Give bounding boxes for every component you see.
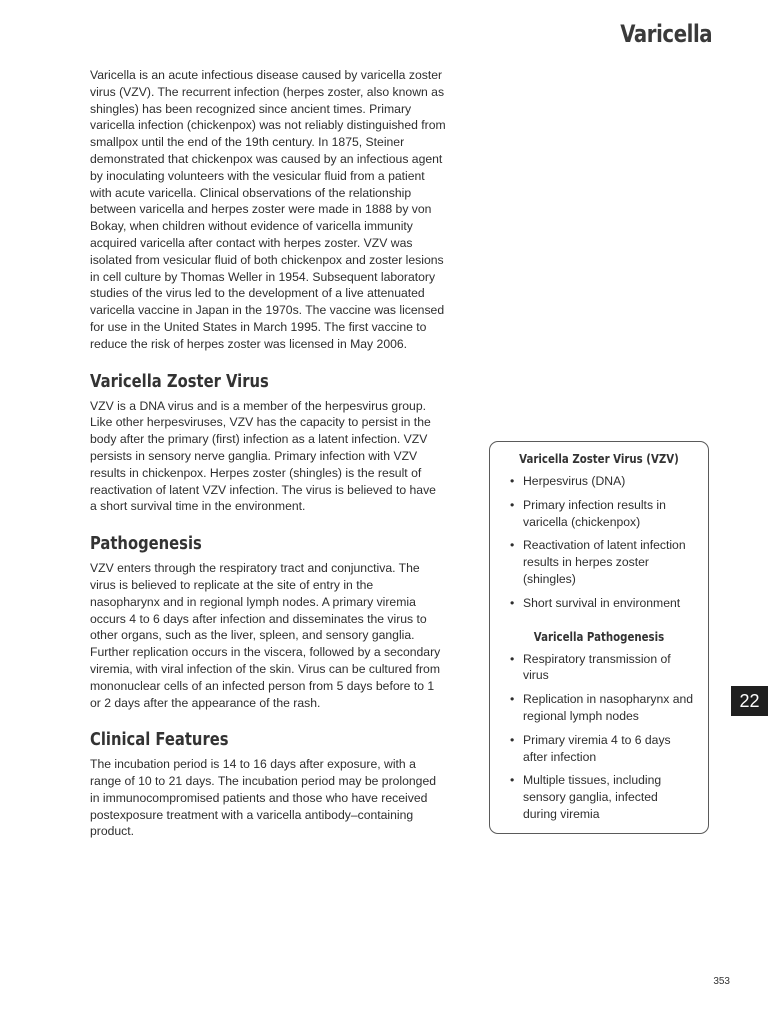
list-item: • Herpesvirus (DNA) [504, 473, 694, 490]
main-content [90, 67, 446, 840]
sidebar-title-vzv: Varicella Zoster Virus (VZV) [519, 452, 679, 466]
section-paragraph: VZV enters through the respiratory tract and conjunctiva. The virus is believed to replicate at the site of entry in the nasopharynx and in regional lymph nodes. A primary viremia occurs 4 to 6 days after infection and disseminates the virus to other organs, such as the liver, spleen, and sensory ganglia. Further replication occurs in the viscera, followed by a secondary viremia, with viral infection of the skin. Virus can be cultured from mononuclear cells of an infected person from 5 days before to 1 or 2 days after the appearance of the rash. [90, 561, 441, 710]
page-number: 353 [713, 976, 730, 987]
list-item: • Short survival in environment [504, 595, 694, 612]
section-paragraph: The incubation period is 14 to 16 days after exposure, with a range of 10 to 21 days. The incubation period may be prolonged in immunocompromised patients and those who have received postexposure treatment with a varicella antibody–containing product. [90, 757, 437, 839]
list-item: • Respiratory transmission of virus [504, 651, 694, 685]
section-varicella-zoster-virus [90, 371, 446, 516]
list-item: • Replication in nasopharynx and regional lymph nodes [504, 691, 694, 725]
chapter-tab: 22 [731, 686, 768, 716]
section-heading: Clinical Features [90, 729, 229, 751]
list-item: • Multiple tissues, including sensory ganglia, infected during viremia [504, 772, 694, 822]
section-pathogenesis [90, 533, 446, 711]
chapter-title: Varicella [620, 20, 712, 48]
list-item: • Reactivation of latent infection results in herpes zoster (shingles) [504, 537, 694, 587]
section-paragraph: VZV is a DNA virus and is a member of the herpesvirus group. Like other herpesviruses, VZV has the capacity to persist in the body after the primary (first) infection as a latent infection. VZV persists in sensory nerve ganglia. Primary infection with VZV results in chickenpox. Herpes zoster (shingles) is the result of reactivation of latent VZV infection. The virus is believed to have a short survival time in the environment. [90, 398, 436, 514]
sidebar-list-pathogenesis [504, 651, 694, 823]
section-heading: Pathogenesis [90, 533, 202, 555]
sidebar-list-vzv [504, 473, 694, 612]
section-clinical-features [90, 729, 446, 840]
section-heading: Varicella Zoster Virus [90, 370, 269, 392]
sidebar-summary-box [489, 441, 709, 834]
sidebar-title-pathogenesis: Varicella Pathogenesis [533, 629, 665, 644]
list-item: • Primary infection results in varicella (chickenpox) [504, 497, 694, 531]
intro-paragraph: Varicella is an acute infectious disease caused by varicella zoster virus (VZV). The recurrent infection (herpes zoster, also known as shingles) has been recognized since ancient times. Primary varicella infection (chickenpox) was not reliably distinguished from smallpox until the end of the 19th century. In 1875, Steiner demonstrated that chickenpox was caused by an infectious agent by inoculating volunteers with the vesicular fluid from a patient with acute varicella. Clinical observations of the relationship between varicella and herpes zoster were made in 1888 by von Bokay, when children without evidence of varicella immunity acquired varicella after contact with herpes zoster. VZV was isolated from vesicular fluid of both chickenpox and zoster lesions in cell culture by Thomas Weller in 1954. Subsequent laboratory studies of the virus led to the development of a live attenuated varicella vaccine in Japan in the 1970s. The vaccine was licensed for use in the United States in March 1995. The first vaccine to reduce the risk of herpes zoster was licensed in May 2006. [90, 68, 446, 351]
list-item: • Primary viremia 4 to 6 days after infection [504, 732, 694, 766]
